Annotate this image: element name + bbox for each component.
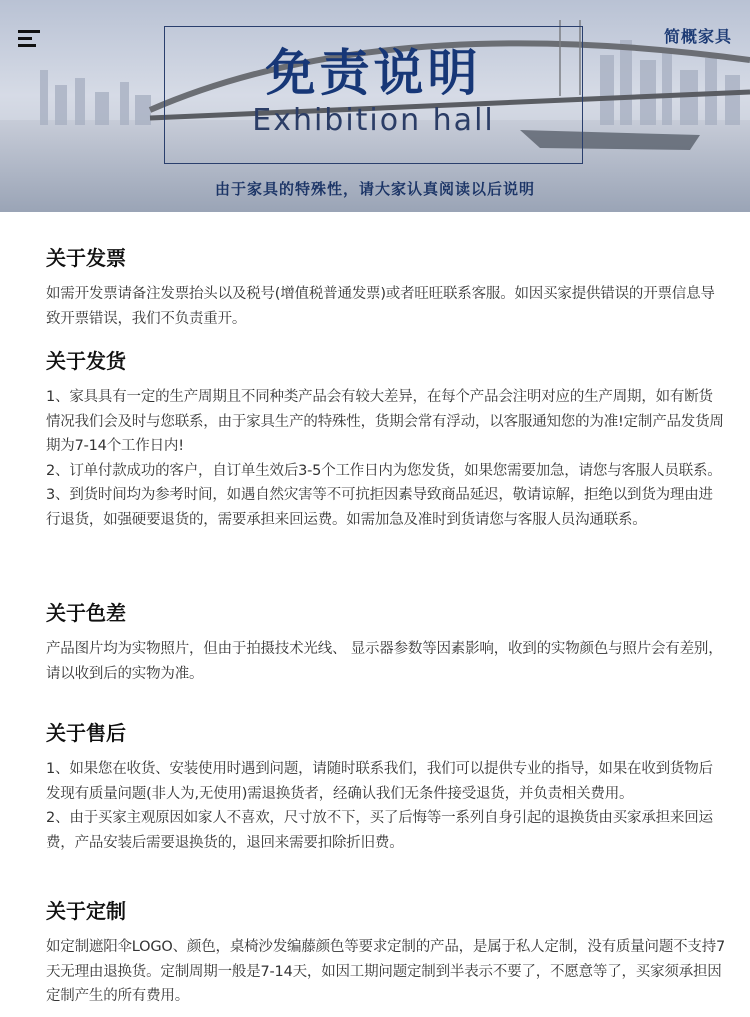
menu-icon-bar: [18, 37, 32, 40]
menu-icon-bar: [18, 44, 36, 47]
section-paragraph: 如需开发票请备注发票抬头以及税号(增值税普通发票)或者旺旺联系客服。如因买家提供错误的开票信息导致开票错误，我们不负责重开。: [46, 286, 715, 327]
section-paragraph: 1、如果您在收货、安装使用时遇到问题，请随时联系我们，我们可以提供专业的指导，如果在收到货物后发现有质量问题(非人为,无使用)需退换货者，经确认我们无条件接受退货，并负责相关费用。: [46, 761, 713, 802]
section-paragraph: 2、由于买家主观原因如家人不喜欢，尺寸放不下，买了后悔等一系列自身引起的退换货由买家承担来回运费，产品安装后需要退换货的，退回来需要扣除折旧费。: [46, 810, 713, 851]
brand-name: 简概家具: [663, 27, 732, 46]
section-customization: [46, 897, 726, 1009]
section-title: 关于色差: [46, 601, 126, 625]
section-paragraph: 如定制遮阳伞LOGO、颜色，桌椅沙发编藤颜色等要求定制的产品，是属于私人定制，没有质量问题不支持7天无理由退换货。定制周期一般是7-14天，如因工期问题定制到半表示不要了，不愿意等了，买家须承担因定制产生的所有费用。: [46, 939, 726, 1004]
section-paragraph: 产品图片均为实物照片，但由于拍摄技术光线、 显示器参数等因素影响，收到的实物颜色与照片会有差别，请以收到后的实物为准。: [46, 641, 723, 682]
section-title: 关于定制: [46, 899, 126, 923]
page-title-english: Exhibition hall: [252, 103, 495, 138]
section-paragraph: 2、订单付款成功的客户，自订单生效后3-5个工作日内为您发货，如果您需要加急，请您与客服人员联系。: [46, 462, 722, 479]
header-banner: [0, 0, 750, 212]
page-subtitle: 由于家具的特殊性，请大家认真阅读以后说明: [214, 180, 535, 198]
section-shipping: [46, 347, 726, 532]
section-after-sales: [46, 719, 726, 855]
section-paragraph: 3、到货时间均为参考时间，如遇自然灾害等不可抗拒因素导致商品延迟，敬请谅解，拒绝以到货为理由进行退货，如强硬要退货的，需要承担来回运费。如需加急及准时到货请您与客服人员沟通联系。: [46, 487, 713, 528]
section-invoice: [46, 244, 726, 331]
section-title: 关于售后: [46, 721, 126, 745]
menu-icon[interactable]: [18, 30, 40, 50]
page-title: 免责说明: [265, 44, 482, 102]
title-frame: [164, 26, 583, 164]
section-paragraph: 1、家具具有一定的生产周期且不同种类产品会有较大差异，在每个产品会注明对应的生产周期，如有断货情况我们会及时与您联系，由于家具生产的特殊性，货期会常有浮动，以客服通知您的为准!定制产品发货周期为7-14个工作日内!: [46, 389, 724, 454]
section-color-difference: [46, 599, 726, 686]
section-title: 关于发票: [46, 246, 126, 270]
menu-icon-bar: [18, 30, 40, 33]
section-title: 关于发货: [46, 349, 126, 373]
